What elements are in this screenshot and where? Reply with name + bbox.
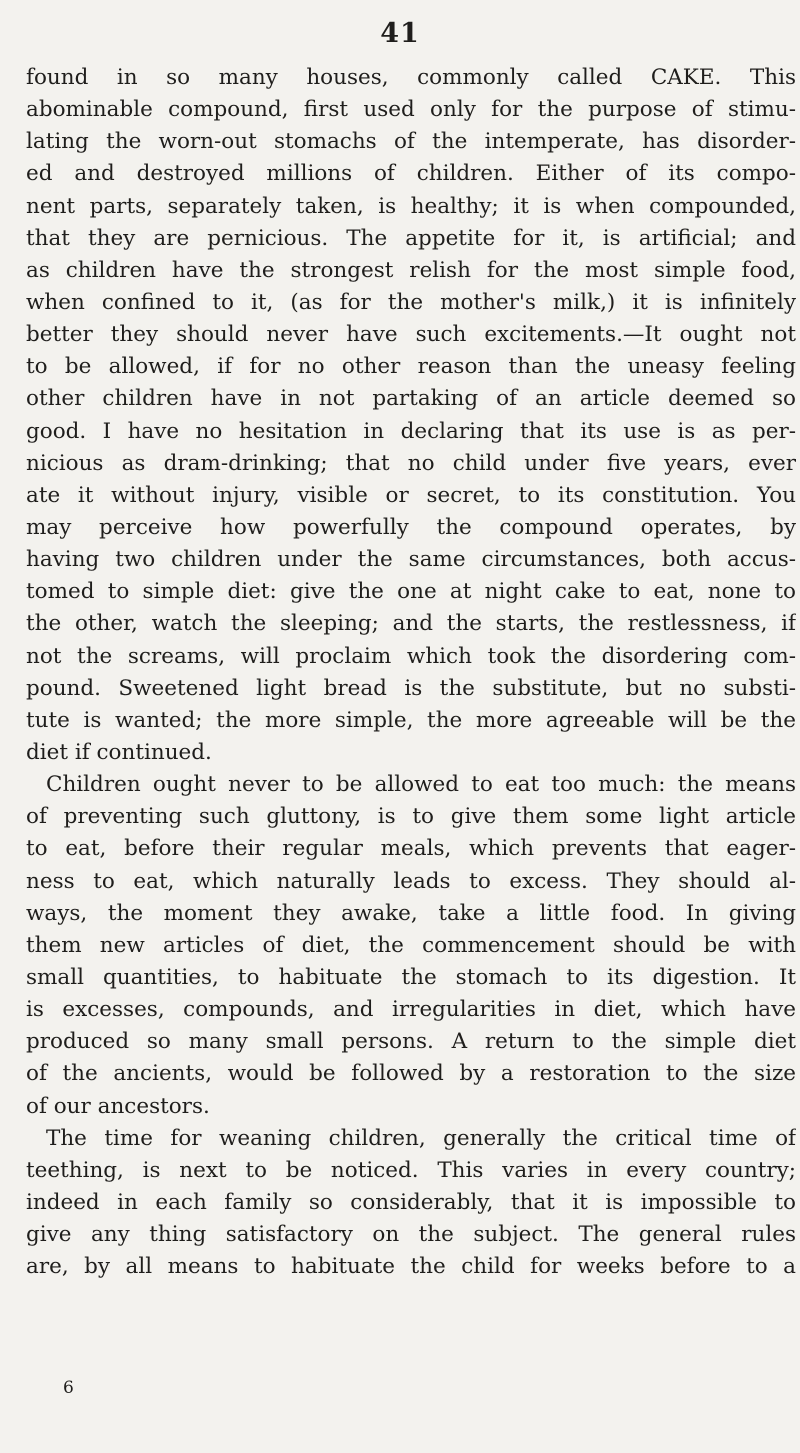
text-line: is excesses, compounds, and irregularities in diet, which have — [26, 997, 796, 1023]
text-line: nent parts, separately taken, is healthy; it is when compounded, — [26, 193, 796, 219]
text-line: that they are pernicious. The appetite for it, is artificial; and — [26, 225, 796, 251]
text-line: other children have in not partaking of an article deemed so — [26, 386, 796, 412]
text-line: as children have the strongest relish for the most simple food, — [26, 257, 796, 283]
text-line: good. I have no hesitation in declaring that its use is as per- — [26, 418, 796, 444]
text-line: of our ancestors. — [26, 1093, 210, 1119]
text-line: are, by all means to habituate the child for weeks before to a — [26, 1254, 796, 1280]
text-line: may perceive how powerfully the compound operates, by — [26, 514, 796, 540]
text-line: found in so many houses, commonly called CAKE. This — [26, 65, 796, 90]
text-line: diet if continued. — [26, 739, 212, 765]
signature-mark: 6 — [63, 1378, 74, 1398]
text-line: small quantities, to habituate the stomach to its digestion. It — [26, 964, 796, 990]
text-line: indeed in each family so considerably, that it is impossible to — [26, 1189, 796, 1215]
text-line: lating the worn-out stomachs of the intemperate, has disorder- — [26, 129, 796, 155]
text-line: ways, the moment they awake, take a little food. In giving — [26, 900, 796, 926]
text-line: tute is wanted; the more simple, the more agreeable will be the — [26, 707, 796, 733]
text-line: having two children under the same circumstances, both accus- — [26, 547, 796, 573]
text-line: abominable compound, first used only for the purpose of stimu- — [26, 97, 796, 123]
text-line: produced so many small persons. A return to the simple diet — [26, 1029, 796, 1055]
text-line: ed and destroyed millions of children. Either of its compo- — [26, 161, 796, 187]
text-line: The time for weaning children, generally the critical time of — [46, 1125, 796, 1151]
text-line: nicious as dram-drinking; that no child under five years, ever — [26, 450, 796, 476]
text-line: ate it without injury, visible or secret, to its constitution. You — [26, 482, 796, 508]
text-line: not the screams, will proclaim which took the disordering com- — [26, 643, 796, 669]
text-line: tomed to simple diet: give the one at night cake to eat, none to — [26, 579, 796, 605]
text-line: of preventing such gluttony, is to give them some light article — [26, 804, 796, 830]
text-line: to eat, before their regular meals, which prevents that eager- — [26, 836, 796, 862]
text-line: better they should never have such excitements.—It ought not — [26, 322, 796, 348]
text-line: the other, watch the sleeping; and the starts, the restlessness, if — [26, 611, 796, 637]
text-line: give any thing satisfactory on the subject. The general rules — [26, 1222, 796, 1248]
text-line: to be allowed, if for no other reason than the uneasy feeling — [26, 354, 796, 380]
text-line: pound. Sweetened light bread is the substitute, but no substi- — [26, 675, 796, 701]
page-number: 41 — [380, 18, 420, 49]
text-line: teething, is next to be noticed. This varies in every country; — [26, 1157, 796, 1183]
text-line: of the ancients, would be followed by a restoration to the size — [26, 1061, 796, 1087]
text-line: Children ought never to be allowed to eat too much: the means — [46, 772, 796, 798]
text-line: ness to eat, which naturally leads to excess. They should al- — [26, 868, 796, 894]
body-text — [26, 62, 796, 1283]
text-line: them new articles of diet, the commencement should be with — [26, 932, 796, 958]
text-line: when confined to it, (as for the mother's milk,) it is infinitely — [26, 289, 796, 315]
